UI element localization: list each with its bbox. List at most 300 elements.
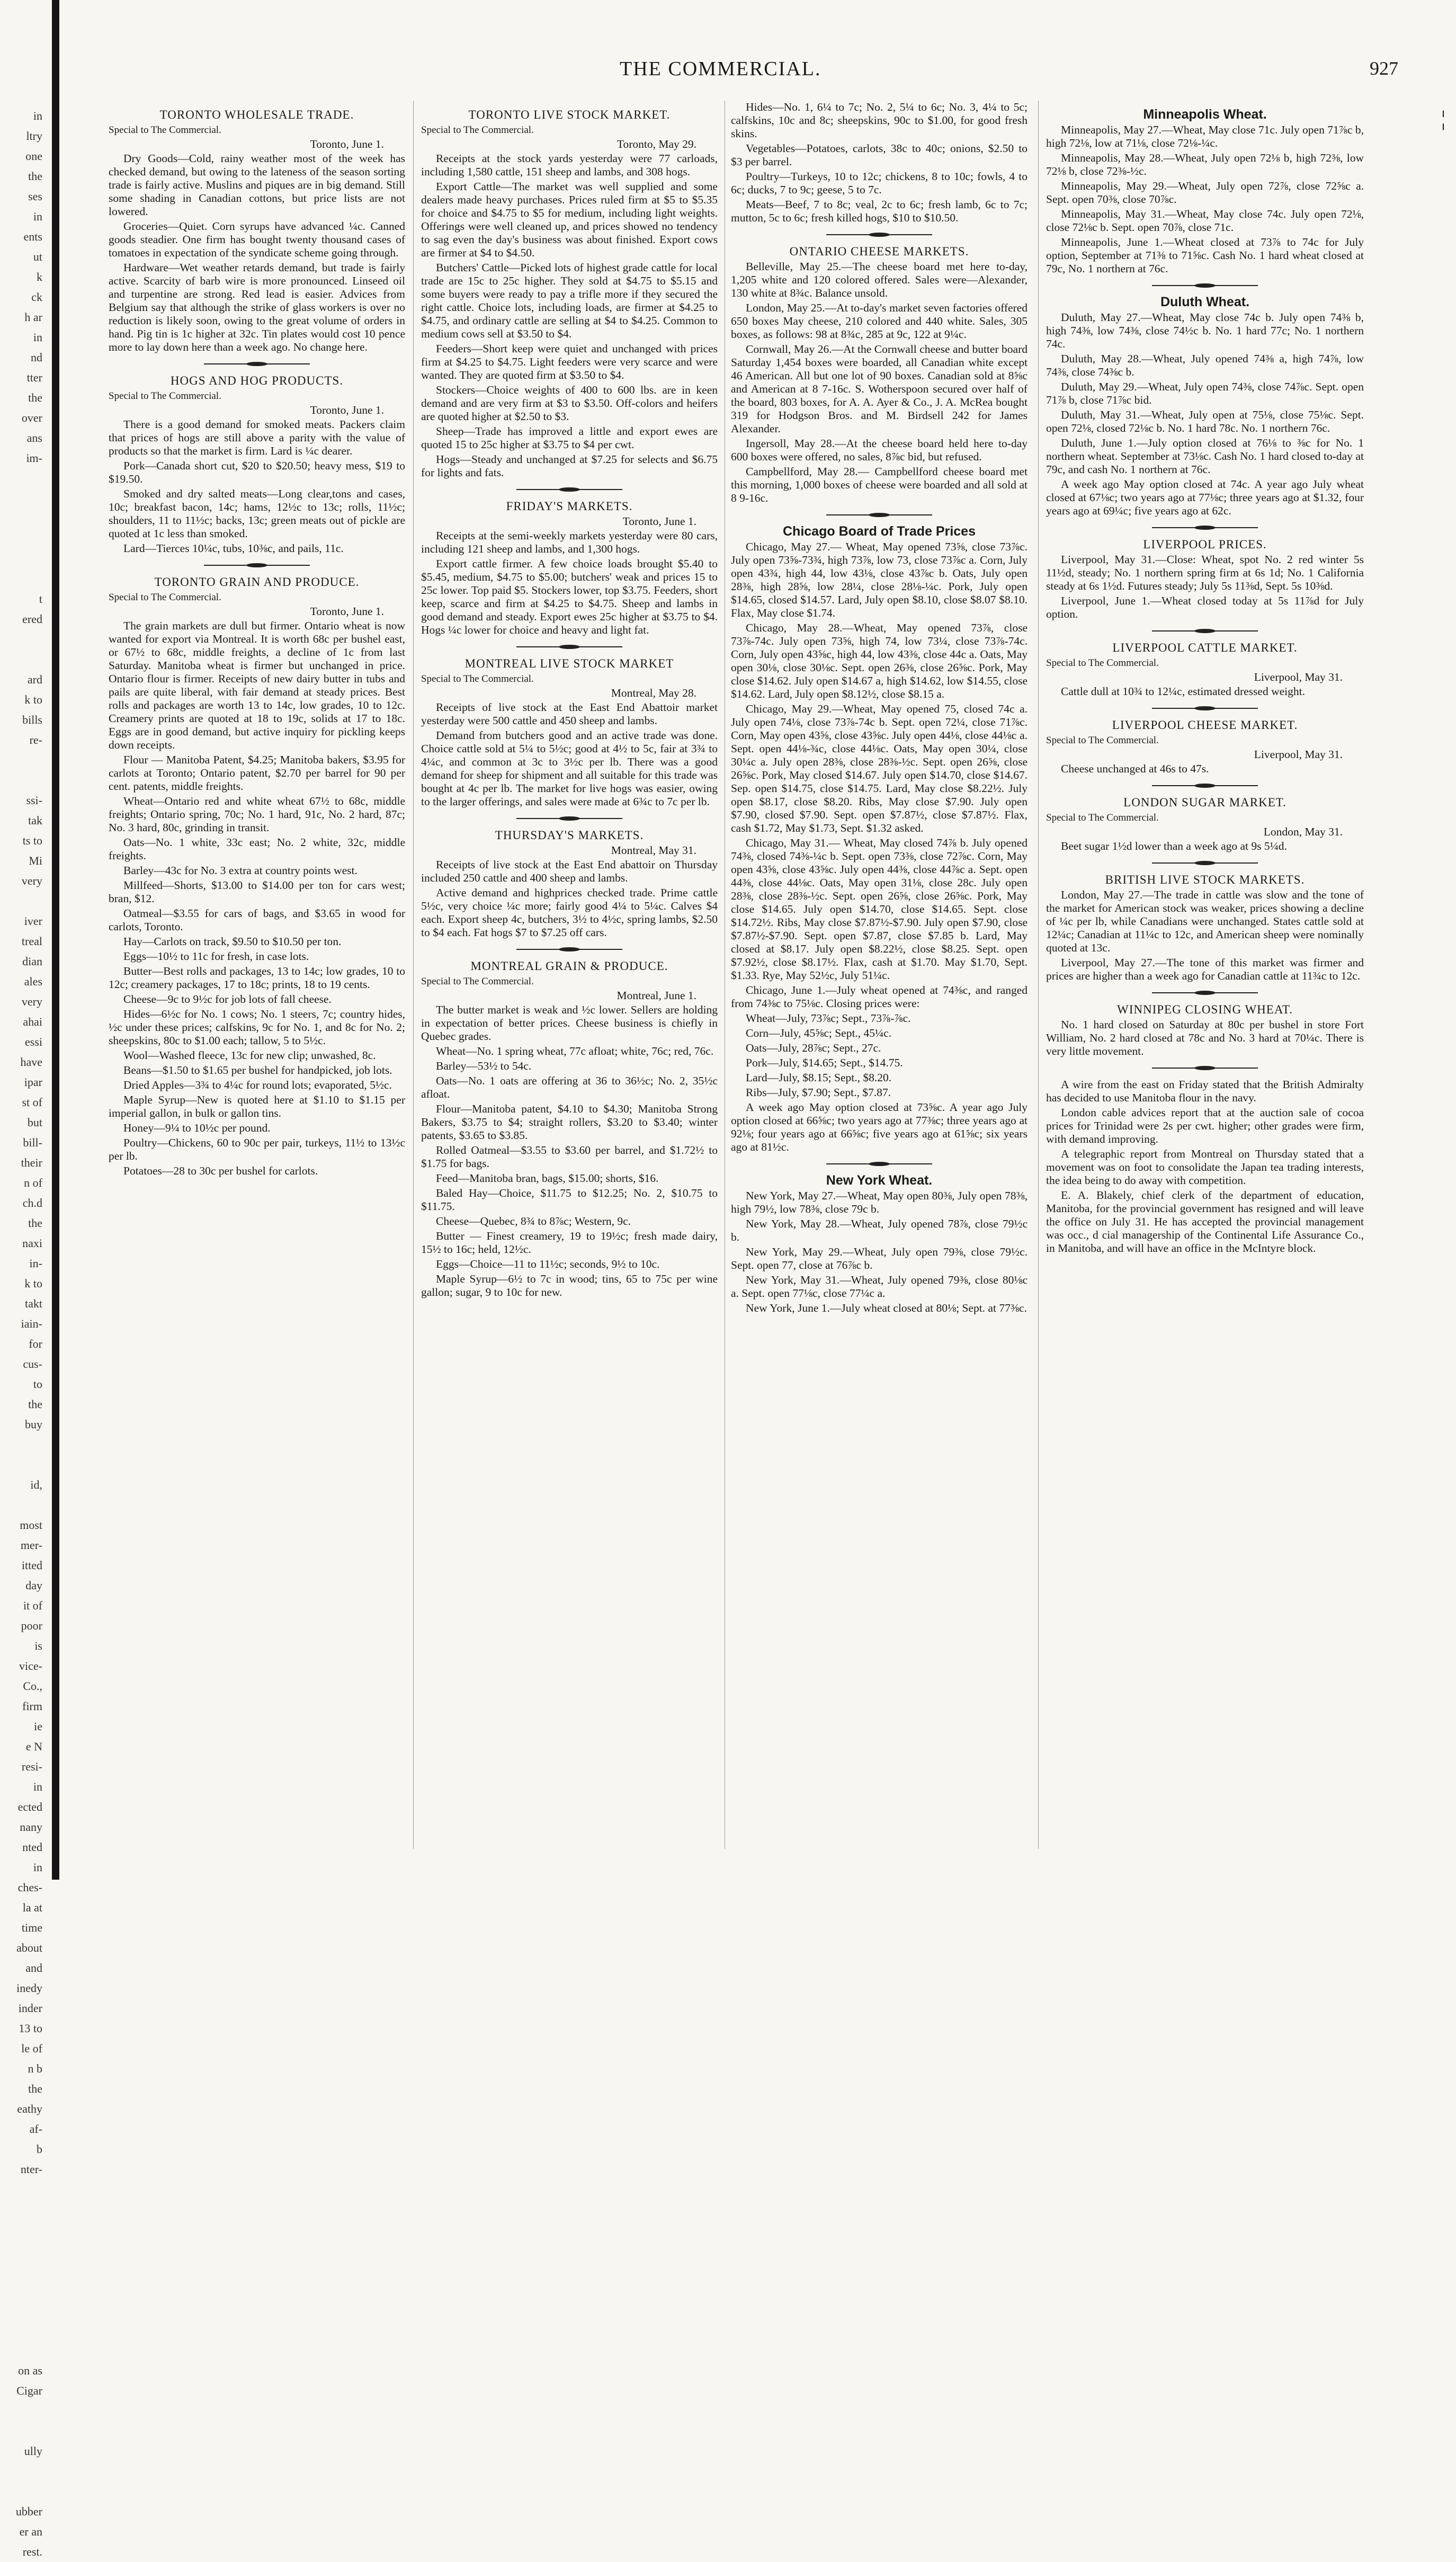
- article: [731, 1163, 1028, 1315]
- edge-text-line: tak: [28, 814, 42, 827]
- section-divider-ornament: [204, 363, 310, 364]
- edge-text-line: 13 to: [19, 2022, 42, 2035]
- edge-text-line: most: [20, 1518, 42, 1532]
- edge-text-line: [0, 1455, 42, 1475]
- article-paragraph: Minneapolis, May 27.—Wheat, May close 71c. July open 71⅞c b, high 72⅛, low at 71⅛, close 72⅛-¼c.: [1046, 123, 1364, 149]
- article-paragraph: Stockers—Choice weights of 400 to 600 lbs. are in keen demand and are very firm at $3 to $3.50. Off-colors and heifers are quoted higher at $2.50 to $3.: [421, 384, 718, 423]
- edge-text-line: [0, 750, 42, 770]
- article-paragraph: Cattle dull at 10¾ to 12¼c, estimated dressed weight.: [1061, 685, 1305, 698]
- article-dateline: Montreal, May 28.: [611, 687, 696, 699]
- article-paragraph: Demand from butchers good and an active trade was done. Choice cattle sold at 5¼ to 5½c; good at 4½ to 5c, fair at 3¾ to 4¼c, and common at 3c to 3½c per lb. There was a good demand for sheep for shipment and all suitable for this trade was bought at 4c per lb. The market for live hogs was easier, owing to the larger offerings, and sales were made at 6¾c to 7c per lb.: [421, 729, 718, 808]
- article-paragraph: Groceries—Quiet. Corn syrups have advanced ¼c. Canned goods steadier. One firm has bought twenty thousand cases of tomatoes in expectation of the syndicate scheme going through.: [109, 220, 405, 259]
- article-byline: Special to The Commercial.: [109, 592, 221, 603]
- article-heading: Chicago Board of Trade Prices: [783, 524, 976, 539]
- edge-text-line: vice-: [19, 1659, 42, 1673]
- article-heading: TORONTO WHOLESALE TRADE.: [159, 108, 354, 121]
- article: [109, 363, 405, 555]
- article-paragraph: Liverpool, June 1.—Wheat closed today at 5s 11⅞d for July option.: [1046, 594, 1364, 620]
- article-paragraph: Receipts of live stock at the East End Abattoir market yesterday were 500 cattle and 450 sheep and lambs.: [421, 701, 718, 727]
- edge-text-line: [0, 770, 42, 790]
- edge-text-line: tter: [26, 371, 42, 384]
- edge-text-line: [0, 2200, 42, 2220]
- column-3: [731, 101, 1028, 1865]
- edge-text-line: time: [21, 1921, 42, 1934]
- article-paragraph: Wheat—No. 1 spring wheat, 77c afloat; white, 76c; red, 76c.: [436, 1045, 714, 1057]
- section-divider-ornament: [204, 565, 310, 566]
- article-paragraph: Potatoes—28 to 30c per bushel for carlots.: [123, 1164, 318, 1177]
- article-paragraph: Hogs—Steady and unchanged at $7.25 for selects and $6.75 for lights and fats.: [421, 453, 718, 479]
- article: [421, 646, 718, 808]
- article-paragraph: Hides—6½c for No. 1 cows; No. 1 steers, 7c; country hides, ½c under these prices; calfskins, 9c for No. 1, and 8c for No. 2; sheepskins, 80c to $1.00 each; tallow, 5 to 5½c.: [109, 1008, 405, 1047]
- edge-text-line: over: [21, 411, 42, 424]
- edge-text-line: ected: [17, 1800, 42, 1813]
- article-paragraph: Vegetables—Potatoes, carlots, 38c to 40c; onions, $2.50 to $3 per barrel.: [731, 142, 1028, 168]
- article-paragraph: The grain markets are dull but firmer. Ontario wheat is now wanted for export via Montreal. It is worth 68c per bushel east, or 67½ to 68c, middle freights, a decline of 1c from last Saturday. Manitoba wheat is firmer but unchanged in price. Ontario flour is firmer. Receipts of new dairy butter in tubs and pails are quite liberal, with fair demand at steady prices. Best rolls and packages are worth 13 to 14c, low grades, 10 to 12c. Creamery prints are quoted at 18 to 19c, solids at 17 to 18c. Eggs are in good demand, but active inquiry for pickling keeps down receipts.: [109, 619, 405, 751]
- edge-text-line: n b: [28, 2062, 42, 2075]
- article-dateline: Toronto, June 1.: [310, 138, 384, 150]
- edge-text-line: [0, 2341, 42, 2361]
- article-paragraph: New York, May 28.—Wheat, July opened 78⅞, close 79½c b.: [731, 1217, 1028, 1243]
- article: [421, 818, 718, 939]
- edge-text-line: e N: [25, 1740, 42, 1753]
- edge-text-line: their: [21, 1156, 42, 1169]
- section-divider-ornament: [1152, 992, 1258, 993]
- edge-text-line: firm: [22, 1700, 42, 1713]
- edge-text-line: [0, 2421, 42, 2441]
- article-paragraph: Lard—July, $8.15; Sept., $8.20.: [746, 1071, 892, 1084]
- article-heading: LIVERPOOL CHEESE MARKET.: [1112, 718, 1298, 732]
- article-paragraph: Export Cattle—The market was well supplied and some dealers made heavy purchases. Prices ruled firm at $5 to $5.35 for choice and $4.75 to $5 for medium, including light weights. Offerings were well cleaned up, and prices showed no tendency to sag even the day's business was about finished. Export cows are firmer at $4 to $4.50.: [421, 180, 718, 259]
- edge-text-line: the: [28, 1398, 42, 1411]
- article: [1046, 285, 1364, 518]
- article-paragraph: Wool—Washed fleece, 13c for new clip; unwashed, 8c.: [123, 1049, 376, 1062]
- edge-text-line: ales: [24, 975, 42, 988]
- edge-text-line: in: [33, 1861, 42, 1874]
- column-1: [109, 101, 405, 1865]
- edge-text-line: ard: [27, 673, 42, 686]
- edge-text-line: in-: [29, 1257, 42, 1270]
- edge-text-line: k to: [24, 1277, 42, 1290]
- edge-text-line: [0, 2401, 42, 2421]
- section-divider-ornament: [516, 646, 622, 647]
- article-paragraph: Receipts at the semi-weekly markets yesterday were 80 cars, including 121 sheep and lambs, and 1,300 hogs.: [421, 529, 718, 555]
- article-paragraph: Minneapolis, June 1.—Wheat closed at 73⅞ to 74c for July option, September at 71⅜ to 71⅝c. Cash No. 1 hard wheat closed at 79c, No. 1 northern at 76c.: [1046, 236, 1364, 275]
- article: [1046, 630, 1364, 698]
- article-byline: Special to The Commercial.: [109, 124, 221, 136]
- edge-text-line: ts to: [22, 834, 42, 847]
- article-paragraph: London, May 25.—At to-day's market seven factories offered 650 boxes May cheese, 210 colored and 440 white. Sales, 305 boxes, as follows: 98 at 8¾c, 285 at 9c, 122 at 9¼c.: [731, 301, 1028, 341]
- edge-text-line: ses: [28, 190, 42, 203]
- article-paragraph: Duluth, May 31.—Wheat, July open at 75⅛, close 75⅛c. Sept. open 72⅛, closed 72⅛c b. No. 1 hard 78c. No. 1 northern 76c.: [1046, 408, 1364, 434]
- article-paragraph: Beet sugar 1½d lower than a week ago at 9s 5¼d.: [1061, 840, 1287, 852]
- edge-text-line: [0, 1495, 42, 1515]
- article-paragraph: London, May 27.—The trade in cattle was slow and the tone of the market for American stock was weaker, prices showing a decline of ¼c per lb, while Canadians were unchanged. States cattle sold at 12¼c; Canadian at 11¼c to 12c, and American sheep were nominally quoted at 13c.: [1046, 888, 1364, 954]
- article-heading: THURSDAY'S MARKETS.: [495, 829, 644, 842]
- article-paragraph: Feeders—Short keep were quiet and unchanged with prices firm at $4.25 to $4.75. Light feeders were very scarce and were wanted. They are quoted firm at $3.50 to $4.: [421, 342, 718, 381]
- page-binding-shadow: [52, 0, 59, 1880]
- edge-text-line: treal: [21, 935, 42, 948]
- edge-text-line: iver: [24, 914, 42, 928]
- edge-text-line: ipar: [24, 1075, 42, 1089]
- article: [1046, 862, 1364, 983]
- article-byline: Special to The Commercial.: [1046, 657, 1159, 669]
- article-paragraph: New York, June 1.—July wheat closed at 80⅛; Sept. at 77⅜c.: [746, 1302, 1027, 1314]
- article-paragraph: Duluth, May 27.—Wheat, May close 74c b. July open 74⅜ b, high 74⅜, low 74⅜, close 74½c b. No. 1 hard 77c; No. 1 northern 74c.: [1046, 311, 1364, 350]
- article-byline: Special to The Commercial.: [1046, 812, 1159, 823]
- edge-text-line: inedy: [16, 1981, 42, 1995]
- article-paragraph: Oats—July, 28⅞c; Sept., 27c.: [746, 1042, 881, 1054]
- edge-text-line: [0, 629, 42, 650]
- article-paragraph: Butchers' Cattle—Picked lots of highest grade cattle for local trade are 15c to 25c higher. They sold at $4.75 to $5.15 and some buyers were ready to pay a trifle more if they secured the right cattle. Choice lots, including loads, are firmer at $4.25 to $4.75, and ordinary cattle are selling at $4 to $4.25. Common to medium cows sell at $3.50 to $4.: [421, 261, 718, 340]
- article-byline: Special to The Commercial.: [421, 976, 534, 987]
- section-divider-ornament: [516, 818, 622, 819]
- running-header: [69, 57, 1446, 84]
- section-divider-ornament: [826, 514, 932, 515]
- edge-text-line: ahai: [23, 1015, 42, 1028]
- section-divider-ornament: [1152, 527, 1258, 528]
- edge-text-line: le of: [21, 2042, 42, 2055]
- article-paragraph: Pork—Canada short cut, $20 to $20.50; heavy mess, $19 to $19.50.: [109, 459, 405, 485]
- article-heading: ONTARIO CHEESE MARKETS.: [789, 245, 969, 258]
- edge-text-line: itted: [21, 1559, 42, 1572]
- edge-text-line: cus-: [23, 1357, 42, 1371]
- article-paragraph: Receipts at the stock yards yesterday were 77 carloads, including 1,580 cattle, 151 sheep and lambs, and 308 hogs.: [421, 152, 718, 178]
- article-paragraph: Eggs—Choice—11 to 11½c; seconds, 9½ to 10c.: [436, 1258, 660, 1270]
- article-paragraph: Barley—43c for No. 3 extra at country points west.: [123, 864, 358, 877]
- article-paragraph: New York, May 31.—Wheat, July opened 79⅜, close 80⅛c a. Sept. open 77⅛c, close 77¼c a.: [731, 1274, 1028, 1300]
- article-paragraph: Smoked and dry salted meats—Long clear,tons and cases, 10c; breakfast bacon, 14c; hams, 12½c to 13c; rolls, 11½c; shoulders, 11 to 11½c; backs, 13c; green meats out of pickle are quoted at 1c less than smoked.: [109, 487, 405, 540]
- article-paragraph: Lard—Tierces 10¼c, tubs, 10⅜c, and pails, 11c.: [123, 542, 344, 555]
- edge-text-line: it of: [23, 1599, 42, 1612]
- edge-text-line: im-: [26, 451, 42, 465]
- article-dateline: Montreal, June 1.: [617, 989, 696, 1002]
- edge-text-line: [0, 1435, 42, 1455]
- article-paragraph: Cheese—9c to 9½c for job lots of fall cheese.: [123, 993, 332, 1006]
- section-divider-ornament: [516, 949, 622, 950]
- edge-text-line: [0, 2240, 42, 2260]
- article-heading: New York Wheat.: [826, 1173, 933, 1188]
- article-dateline: Toronto, June 1.: [310, 605, 384, 618]
- edge-text-line: eathy: [17, 2102, 42, 2115]
- article: [1046, 708, 1364, 776]
- article-paragraph: Hardware—Wet weather retards demand, but trade is fairly active. Scarcity of barb wire is more pronounced. Linseed oil and turpentine are strong. Red lead is easier. Advices from Belgium say that although the strike of glass workers is over no reduction is likely soon, owing to the great volume of orders in hand. Pig tin is 1c higher at 32c. Tin plates would cost 10 pence more to lay down here than a week ago. No change here.: [109, 261, 405, 353]
- article-dateline: Toronto, June 1.: [310, 404, 384, 416]
- article-paragraph: Sheep—Trade has improved a little and export ewes are quoted 15 to 25c higher at $3.75 to $4 per cwt.: [421, 425, 718, 451]
- article-paragraph: Maple Syrup—New is quoted here at $1.10 to $1.15 per imperial gallon, in bulk or gallon tins.: [109, 1093, 405, 1119]
- article-paragraph: Dried Apples—3¾ to 4¼c for round lots; evaporated, 5½c.: [123, 1079, 392, 1091]
- article-paragraph: Oatmeal—$3.55 for cars of bags, and $3.65 in wood for carlots, Toronto.: [109, 907, 405, 933]
- facing-page-edge-text: [0, 106, 42, 2562]
- edge-text-line: [0, 2280, 42, 2300]
- article-paragraph: Pork—July, $14.65; Sept., $14.75.: [746, 1056, 903, 1069]
- edge-text-line: st of: [22, 1096, 42, 1109]
- edge-text-line: nter-: [20, 2163, 42, 2176]
- edge-text-line: ie: [34, 1720, 42, 1733]
- article-paragraph: Chicago, May 27.— Wheat, May opened 73⅝, close 73⅞c. July open 73⅝-73¾, high 73⅞, low 73, close 73⅞c a. Corn, July open 43¾, high 44, low 43⅛, close 43⅞c b. Oats, July open 28⅜, high 28⅝, low 28¼, close 28⅛-¼c. Pork, July open $14.65, closed $14.57. Lard, July open $8.10, close $8.07 $8.10. Flax, May close $1.74.: [731, 540, 1028, 619]
- edge-text-line: ully: [24, 2444, 42, 2458]
- article-paragraph: The butter market is weak and ½c lower. Sellers are holding in expectation of better prices. Cheese business is chiefly in Quebec grades.: [421, 1003, 718, 1043]
- edge-text-line: [0, 2260, 42, 2280]
- edge-text-line: about: [16, 1941, 42, 1954]
- section-divider-ornament: [1152, 862, 1258, 864]
- article: [421, 489, 718, 637]
- article-paragraph: Hay—Carlots on track, $9.50 to $10.50 per ton.: [123, 935, 342, 948]
- article-heading: MONTREAL GRAIN & PRODUCE.: [470, 959, 668, 973]
- article-paragraph: Minneapolis, May 28.—Wheat, July open 72⅛ b, high 72⅜, low 72⅛ b, close 72⅜-½c.: [1046, 152, 1364, 177]
- article-heading: MONTREAL LIVE STOCK MARKET: [465, 657, 674, 670]
- section-divider-ornament: [826, 234, 932, 235]
- article-heading: FRIDAY'S MARKETS.: [506, 500, 633, 513]
- article-paragraph: Duluth, May 29.—Wheat, July open 74⅜, close 74⅞c. Sept. open 71⅞ b, close 71⅞c bid.: [1046, 380, 1364, 406]
- article-paragraph: A week ago May option closed at 74c. A year ago July wheat closed at 67⅛c; two years ago at 77⅛c; three years ago at $1.32, four years ago at 69¼c; five years ago at 62c.: [1046, 478, 1364, 517]
- article-paragraph: Chicago, May 31.— Wheat, May closed 74⅞ b. July opened 74⅜, closed 74⅜-¼c b. Sept. open 73⅜, close 72⅞c. Corn, May open 43⅝, close 43⅝c. July open 44⅜, close 44⅞c a. Sept. open 44⅜, close 44⅛c. Oats, May open 31⅛, close 28c. July open 28⅜, close 28⅜-½c. Sept. open 26⅝, close 26⅝c. Pork, May close $14.65. July open $14.70, close $14.65. Sept. close $14.72½. Ribs, May close $7.87½-$7.90. July open $7.90, close $7.87½-$7.90. Sept. open $7.87, close $7.85 b. Lard, May closed at $8.17. July open $8.22½, close $8.25. Sept. open $7.92½, close $8.17½. Flax, cash at $1.70. May $1.70, Sept. $1.33. Rye, May 52½c, July 51¼c.: [731, 837, 1028, 982]
- article-paragraph: Chicago, May 28.—Wheat, May opened 73⅞, close 73⅞-74c. July open 73⅝, high 74, low 73¼, close 73⅞-74c. Corn, July open 43⅝c, high 44, low 43⅜, close 44c a. Oats, May open 30⅛, close 30⅛c. Sept. open 26⅜, close 26⅝c. Pork, May close $14.62. July open $14.67 a, high $14.62, low $14.55, close $14.62. Lard, July open $8.12½, close $8.15 a.: [731, 621, 1028, 700]
- edge-text-line: la at: [22, 1901, 42, 1914]
- article-paragraph: Oats—No. 1 white, 33c east; No. 2 white, 32c, middle freights.: [109, 836, 405, 862]
- edge-text-line: ck: [31, 290, 42, 304]
- edge-text-line: [0, 2481, 42, 2502]
- article-paragraph: Meats—Beef, 7 to 8c; veal, 2c to 6c; fresh lamb, 6c to 7c; mutton, 5c to 6c; fresh killed hogs, $10 to $10.50.: [731, 198, 1028, 224]
- article-heading: HOGS AND HOG PRODUCTS.: [170, 374, 344, 387]
- article-dateline: London, May 31.: [1263, 825, 1343, 838]
- edge-text-line: Mi: [29, 854, 42, 867]
- publication-title: THE COMMERCIAL.: [620, 58, 821, 80]
- edge-text-line: id,: [30, 1478, 42, 1491]
- edge-text-line: ches-: [17, 1881, 42, 1894]
- article: [1046, 527, 1364, 621]
- article-paragraph: Baled Hay—Choice, $11.75 to $12.25; No. 2, $10.75 to $11.75.: [421, 1187, 718, 1213]
- article-heading: LONDON SUGAR MARKET.: [1123, 796, 1287, 809]
- article-paragraph: Flour—Manitoba patent, $4.10 to $4.30; Manitoba Strong Bakers, $3.75 to $4; straight rollers, $3.20 to $3.40; winter patents, $3.65 to $3.85.: [421, 1102, 718, 1142]
- article-paragraph: Poultry—Chickens, 60 to 90c per pair, turkeys, 11½ to 13½c per lb.: [109, 1136, 405, 1162]
- edge-text-line: ssi-: [26, 794, 42, 807]
- edge-text-line: one: [25, 149, 42, 163]
- article-dateline: Liverpool, May 31.: [1254, 671, 1343, 683]
- edge-text-line: k to: [24, 693, 42, 706]
- article-paragraph: Active demand and highprices checked trade. Prime cattle 5½c, very choice ¼c more; fairly good 4¼ to 5¼c. Calves $4 each. Export sheep 4c, butchers, 3½ to 4½c, spring lambs, $2.50 to $4 each. Fat hogs $7 to $7.25 off cars.: [421, 886, 718, 939]
- edge-text-line: b: [37, 2142, 42, 2156]
- article-paragraph: Liverpool, May 27.—The tone of this market was firmer and prices are higher than a week ago for Canadian cattle at 11¾c to 12c.: [1046, 956, 1364, 982]
- article: [1046, 785, 1364, 853]
- article-paragraph: Minneapolis, May 31.—Wheat, May close 74c. July open 72⅛, close 72⅛c b. Sept. open 70⅞, close 71c.: [1046, 208, 1364, 234]
- article-paragraph: Cheese unchanged at 46s to 47s.: [1061, 762, 1209, 775]
- article-paragraph: Chicago, May 29.—Wheat, May opened 75, closed 74c a. July open 74⅛, close 73⅞-74c b. Sept. open 72¼, close 71⅞c. Corn, May open 43⅝, close 43⅝c. July open 44⅛, close 44⅛c a. Sept. open 44⅛-¾c, close 44⅛c. Oats, May open 30¼, close 30¼c a. July open 28⅜, close 28⅜-½c. Sept. open 26⅝, close 26⅝c. Pork, May closed $14.67. July open $14.70, close $14.67. Sep. open $14.75, close $14.75. Lard, May close $8.22½. July open $8.17, close $8.20. Ribs, May close $7.90. July open $7.90, closed $7.90. Sept. open $7.87½, close $7.87½. Flax, cash $1.72, May $1.73, Sept. $1.32 asked.: [731, 702, 1028, 834]
- edge-text-line: have: [20, 1055, 42, 1069]
- edge-text-line: t: [39, 592, 42, 606]
- edge-text-line: iain-: [21, 1317, 42, 1330]
- edge-text-line: buy: [25, 1418, 42, 1431]
- section-divider-ornament: [1152, 285, 1258, 286]
- edge-text-line: Co.,: [23, 1679, 42, 1693]
- article-paragraph: Dry Goods—Cold, rainy weather most of the week has checked demand, but owing to the lateness of the season sorting trade is fairly active. Muslins and piques are in big demand. Still some shading in Canadian cottons, but price lists are not lowered.: [109, 152, 405, 218]
- article-paragraph: Ribs—July, $7.90; Sept., $7.87.: [746, 1086, 891, 1099]
- edge-text-line: [0, 529, 42, 549]
- edge-text-line: nany: [20, 1820, 42, 1834]
- article: [1046, 1068, 1364, 1255]
- article-paragraph: Feed—Manitoba bran, bags, $15.00; shorts, $16.: [436, 1172, 659, 1185]
- article-paragraph: Flour — Manitoba Patent, $4.25; Manitoba bakers, $3.95 for carlots at Toronto; Ontario patent, $2.70 per barrel for 90 per cent. patents, middle freights.: [109, 753, 405, 793]
- edge-text-line: bill-: [23, 1136, 42, 1149]
- article-paragraph: No. 1 hard closed on Saturday at 80c per bushel in store Fort William, No. 2 hard closed at 78c and No. 3 hard at 70¼c. There is very little movement.: [1046, 1018, 1364, 1057]
- column-4: [1046, 101, 1364, 1865]
- article-paragraph: Beans—$1.50 to $1.65 per bushel for handpicked, job lots.: [123, 1064, 392, 1077]
- page-number: 927: [1370, 58, 1398, 79]
- edge-text-line: essi: [25, 1035, 42, 1048]
- edge-text-line: k: [37, 270, 42, 283]
- edge-text-line: bills: [22, 713, 42, 726]
- article-paragraph: New York, May 27.—Wheat, May open 80⅜, July open 78⅜, high 79½, low 78⅜, close 79c b.: [731, 1189, 1028, 1215]
- article-paragraph: There is a good demand for smoked meats. Packers claim that prices of hogs are still above a parity with the value of products so that the market is firm. Lard is ¼c dearer.: [109, 418, 405, 457]
- edge-text-line: on as: [18, 2364, 42, 2377]
- edge-text-line: ut: [33, 250, 42, 263]
- article-paragraph: Maple Syrup—6½ to 7c in wood; tins, 65 to 75c per wine gallon; sugar, 9 to 10c for new.: [421, 1273, 718, 1298]
- column-2: [421, 101, 718, 1865]
- article-heading: Duluth Wheat.: [1160, 295, 1250, 309]
- article: [731, 514, 1028, 1154]
- edge-text-line: ans: [26, 431, 42, 444]
- edge-text-line: for: [29, 1337, 42, 1350]
- article-heading: LIVERPOOL PRICES.: [1143, 538, 1267, 551]
- article-paragraph: Minneapolis, May 29.—Wheat, July open 72⅞, close 72⅝c a. Sept. open 70⅜, close 70⅞c.: [1046, 180, 1364, 206]
- article-paragraph: Butter—Best rolls and packages, 13 to 14c; low grades, 10 to 12c; creamery packages, 17 to 18c; prints, 18 to 19 cents.: [109, 965, 405, 991]
- edge-text-line: very: [21, 874, 42, 887]
- edge-text-line: inder: [18, 2001, 42, 2015]
- edge-text-line: poor: [21, 1619, 42, 1632]
- edge-text-line: in: [33, 331, 42, 344]
- article-paragraph: New York, May 29.—Wheat, July open 79⅜, close 79½c. Sept. open 77, close at 76⅞c b.: [731, 1246, 1028, 1271]
- edge-text-line: rest.: [22, 2545, 42, 2558]
- article-paragraph: Duluth, June 1.—July option closed at 76⅛ to ⅜c for No. 1 northern wheat. September at 73⅛c. Cash No. 1 hard closed to-day at 79c, and cash No. 1 northern at 76c.: [1046, 437, 1364, 476]
- article-paragraph: E. A. Blakely, chief clerk of the department of education, Manitoba, for the provincial government has resigned and will leave the office on July 31. He has accepted the provincial management was occ., d cial managership of the Continental Life Assurance Co., in Manitoba, and will have an office in the McIntyre block.: [1046, 1189, 1364, 1255]
- article-paragraph: A telegraphic report from Montreal on Thursday stated that a movement was on foot to consolidate the Japan tea trading interests, the idea being to do away with competition.: [1046, 1147, 1364, 1187]
- article-heading: TORONTO GRAIN AND PRODUCE.: [154, 575, 360, 589]
- edge-text-line: in: [33, 109, 42, 122]
- edge-text-line: naxi: [22, 1236, 42, 1250]
- edge-text-line: the: [28, 170, 42, 183]
- edge-text-line: in: [33, 210, 42, 223]
- article-paragraph: Eggs—10½ to 11c for fresh, in case lots.: [123, 950, 309, 963]
- edge-text-line: [0, 2180, 42, 2200]
- edge-text-line: [0, 488, 42, 509]
- edge-text-line: and: [25, 1961, 42, 1974]
- article: [731, 101, 1028, 225]
- edge-text-line: but: [27, 1116, 42, 1129]
- article-heading: BRITISH LIVE STOCK MARKETS.: [1105, 873, 1305, 886]
- edge-text-line: [0, 2220, 42, 2240]
- section-divider-ornament: [826, 1163, 932, 1164]
- article-paragraph: Campbellford, May 28.— Campbellford cheese board met this morning, 1,000 boxes of cheese were boarded and all sold at 8 9-16c.: [731, 465, 1028, 504]
- margin-mark: ¦: [1441, 106, 1445, 130]
- article-dateline: Toronto, May 29.: [617, 138, 696, 150]
- edge-text-line: mer-: [20, 1538, 42, 1552]
- edge-text-line: the: [28, 391, 42, 404]
- article-paragraph: Receipts of live stock at the East End abattoir on Thursday included 250 cattle and 400 sheep and lambs.: [421, 858, 718, 884]
- edge-text-line: in: [33, 1780, 42, 1793]
- edge-text-line: takt: [25, 1297, 42, 1310]
- edge-text-line: dian: [22, 955, 42, 968]
- article: [421, 949, 718, 1299]
- article-byline: Special to The Commercial.: [421, 673, 534, 684]
- edge-text-line: to: [33, 1377, 42, 1391]
- article-heading: TORONTO LIVE STOCK MARKET.: [468, 108, 671, 121]
- section-divider-ornament: [1152, 630, 1258, 631]
- article-paragraph: Ingersoll, May 28.—At the cheese board held here to-day 600 boxes were offered, no sales, 8⅞c bid, but refused.: [731, 437, 1028, 463]
- edge-text-line: n of: [24, 1176, 42, 1189]
- column-separator: [1038, 101, 1039, 1849]
- section-divider-ornament: [1152, 708, 1258, 709]
- edge-text-line: resi-: [21, 1760, 42, 1773]
- article-dateline: Liverpool, May 31.: [1254, 748, 1343, 761]
- edge-text-line: nd: [31, 351, 42, 364]
- edge-text-line: [0, 549, 42, 569]
- article-paragraph: Liverpool, May 31.—Close: Wheat, spot No. 2 red winter 5s 11½d, steady; No. 1 northern spring firm at 6s 1d; No. 1 California steady at 6s 1½d. Futures steady; July 5s 11⅜d, Sept. 5s 10⅜d.: [1046, 553, 1364, 592]
- edge-text-line: the: [28, 2082, 42, 2095]
- article-paragraph: Wheat—Ontario red and white wheat 67½ to 68c, middle freights; Ontario spring, 70c; No. 1 hard, 91c, No. 2 hard, 87c; No. 3 hard, 80c, grinding in transit.: [109, 795, 405, 834]
- column-separator: [413, 101, 414, 1849]
- article-paragraph: Oats—No. 1 oats are offering at 36 to 36½c; No. 2, 35½c afloat.: [421, 1074, 718, 1100]
- article-paragraph: Duluth, May 28.—Wheat, July opened 74⅜ a, high 74⅞, low 74⅜, close 74⅜c b.: [1046, 352, 1364, 378]
- article: [1046, 108, 1364, 275]
- article-paragraph: Cornwall, May 26.—At the Cornwall cheese and butter board Saturday 1,454 boxes were boarded, all Canadian white except 46 American. All but one lot of 90 boxes. Canadian sold at 8⅝c and American at 8 7-16c. S. Wotherspoon secured over half of the board, 803 boxes, for A. A. Ayer & Co., J. A. McRea bought 319 for Hodgson Bros. and M. Birdsell 242 for James Alexander.: [731, 343, 1028, 435]
- article: [731, 234, 1028, 505]
- article-paragraph: Honey—9¼ to 10½c per pound.: [123, 1122, 271, 1134]
- edge-text-line: Cigar: [16, 2384, 42, 2397]
- article-paragraph: Belleville, May 25.—The cheese board met here to-day, 1,205 white and 120 colored offered. Sales were—Alexander, 130 white at 8¾c. Balance unsold.: [731, 260, 1028, 299]
- article-paragraph: Barley—53½ to 54c.: [436, 1060, 532, 1072]
- edge-text-line: h ar: [24, 310, 42, 324]
- edge-text-line: [0, 509, 42, 529]
- article-paragraph: A week ago May option closed at 73⅝c. A year ago July option closed at 66⅝c; two years ago at 77⅜c; three years ago at 92⅛; four years ago at 66⅝c; five years ago at 61⅝c; six years ago at 81½c.: [731, 1101, 1028, 1153]
- edge-text-line: ered: [22, 612, 42, 626]
- edge-text-line: ubber: [15, 2505, 42, 2518]
- article-paragraph: London cable advices report that at the auction sale of cocoa prices for Trinidad were 2s per cwt. higher; other grades were firm, with demand improving.: [1046, 1106, 1364, 1145]
- article-paragraph: Chicago, June 1.—July wheat opened at 74⅜c, and ranged from 74⅜c to 75⅛c. Closing prices were:: [731, 984, 1028, 1010]
- edge-text-line: af-: [29, 2122, 42, 2136]
- article-heading: LIVERPOOL CATTLE MARKET.: [1112, 641, 1298, 654]
- section-divider-ornament: [1152, 785, 1258, 786]
- article-paragraph: Cheese—Quebec, 8¾ to 8⅞c; Western, 9c.: [436, 1215, 631, 1227]
- edge-text-line: ch.d: [22, 1196, 42, 1209]
- article-byline: Special to The Commercial.: [421, 124, 534, 136]
- edge-text-line: is: [34, 1639, 42, 1652]
- article-paragraph: Rolled Oatmeal—$3.55 to $3.60 per barrel, and $1.72½ to $1.75 for bags.: [421, 1144, 718, 1170]
- article-paragraph: Wheat—July, 73⅞c; Sept., 73⅞-⅞c.: [746, 1012, 911, 1025]
- article-byline: Special to The Commercial.: [1046, 735, 1159, 746]
- article-paragraph: Poultry—Turkeys, 10 to 12c; chickens, 8 to 10c; fowls, 4 to 6c; ducks, 7 to 9c; geese, 5 to 7c.: [731, 170, 1028, 196]
- article-heading: WINNIPEG CLOSING WHEAT.: [1117, 1003, 1293, 1016]
- section-divider-ornament: [516, 489, 622, 490]
- article-paragraph: A wire from the east on Friday stated that the British Admiralty has decided to use Manitoba flour in the navy.: [1046, 1078, 1364, 1104]
- article-dateline: Montreal, May 31.: [611, 844, 696, 857]
- article-paragraph: Butter — Finest creamery, 19 to 19½c; fresh made dairy, 15½ to 16c; held, 12½c.: [421, 1230, 718, 1256]
- edge-text-line: very: [21, 995, 42, 1008]
- section-divider-ornament: [1152, 1068, 1258, 1069]
- edge-text-line: [0, 468, 42, 488]
- edge-text-line: [0, 2461, 42, 2481]
- article: [1046, 992, 1364, 1058]
- edge-text-line: [0, 569, 42, 589]
- edge-text-line: er an: [19, 2525, 42, 2538]
- article-paragraph: Corn—July, 45⅝c; Sept., 45¼c.: [746, 1027, 892, 1039]
- article: [109, 108, 405, 354]
- edge-text-line: [0, 2320, 42, 2341]
- edge-text-line: [0, 2300, 42, 2320]
- article: [421, 108, 718, 479]
- article-paragraph: Hides—No. 1, 6¼ to 7c; No. 2, 5¼ to 6c; No. 3, 4¼ to 5c; calfskins, 10c and 8c; sheepskins, 90c to $1.00, for good fresh skins.: [731, 101, 1028, 140]
- edge-text-line: ents: [23, 230, 42, 243]
- edge-text-line: nted: [22, 1840, 42, 1854]
- edge-text-line: [0, 891, 42, 911]
